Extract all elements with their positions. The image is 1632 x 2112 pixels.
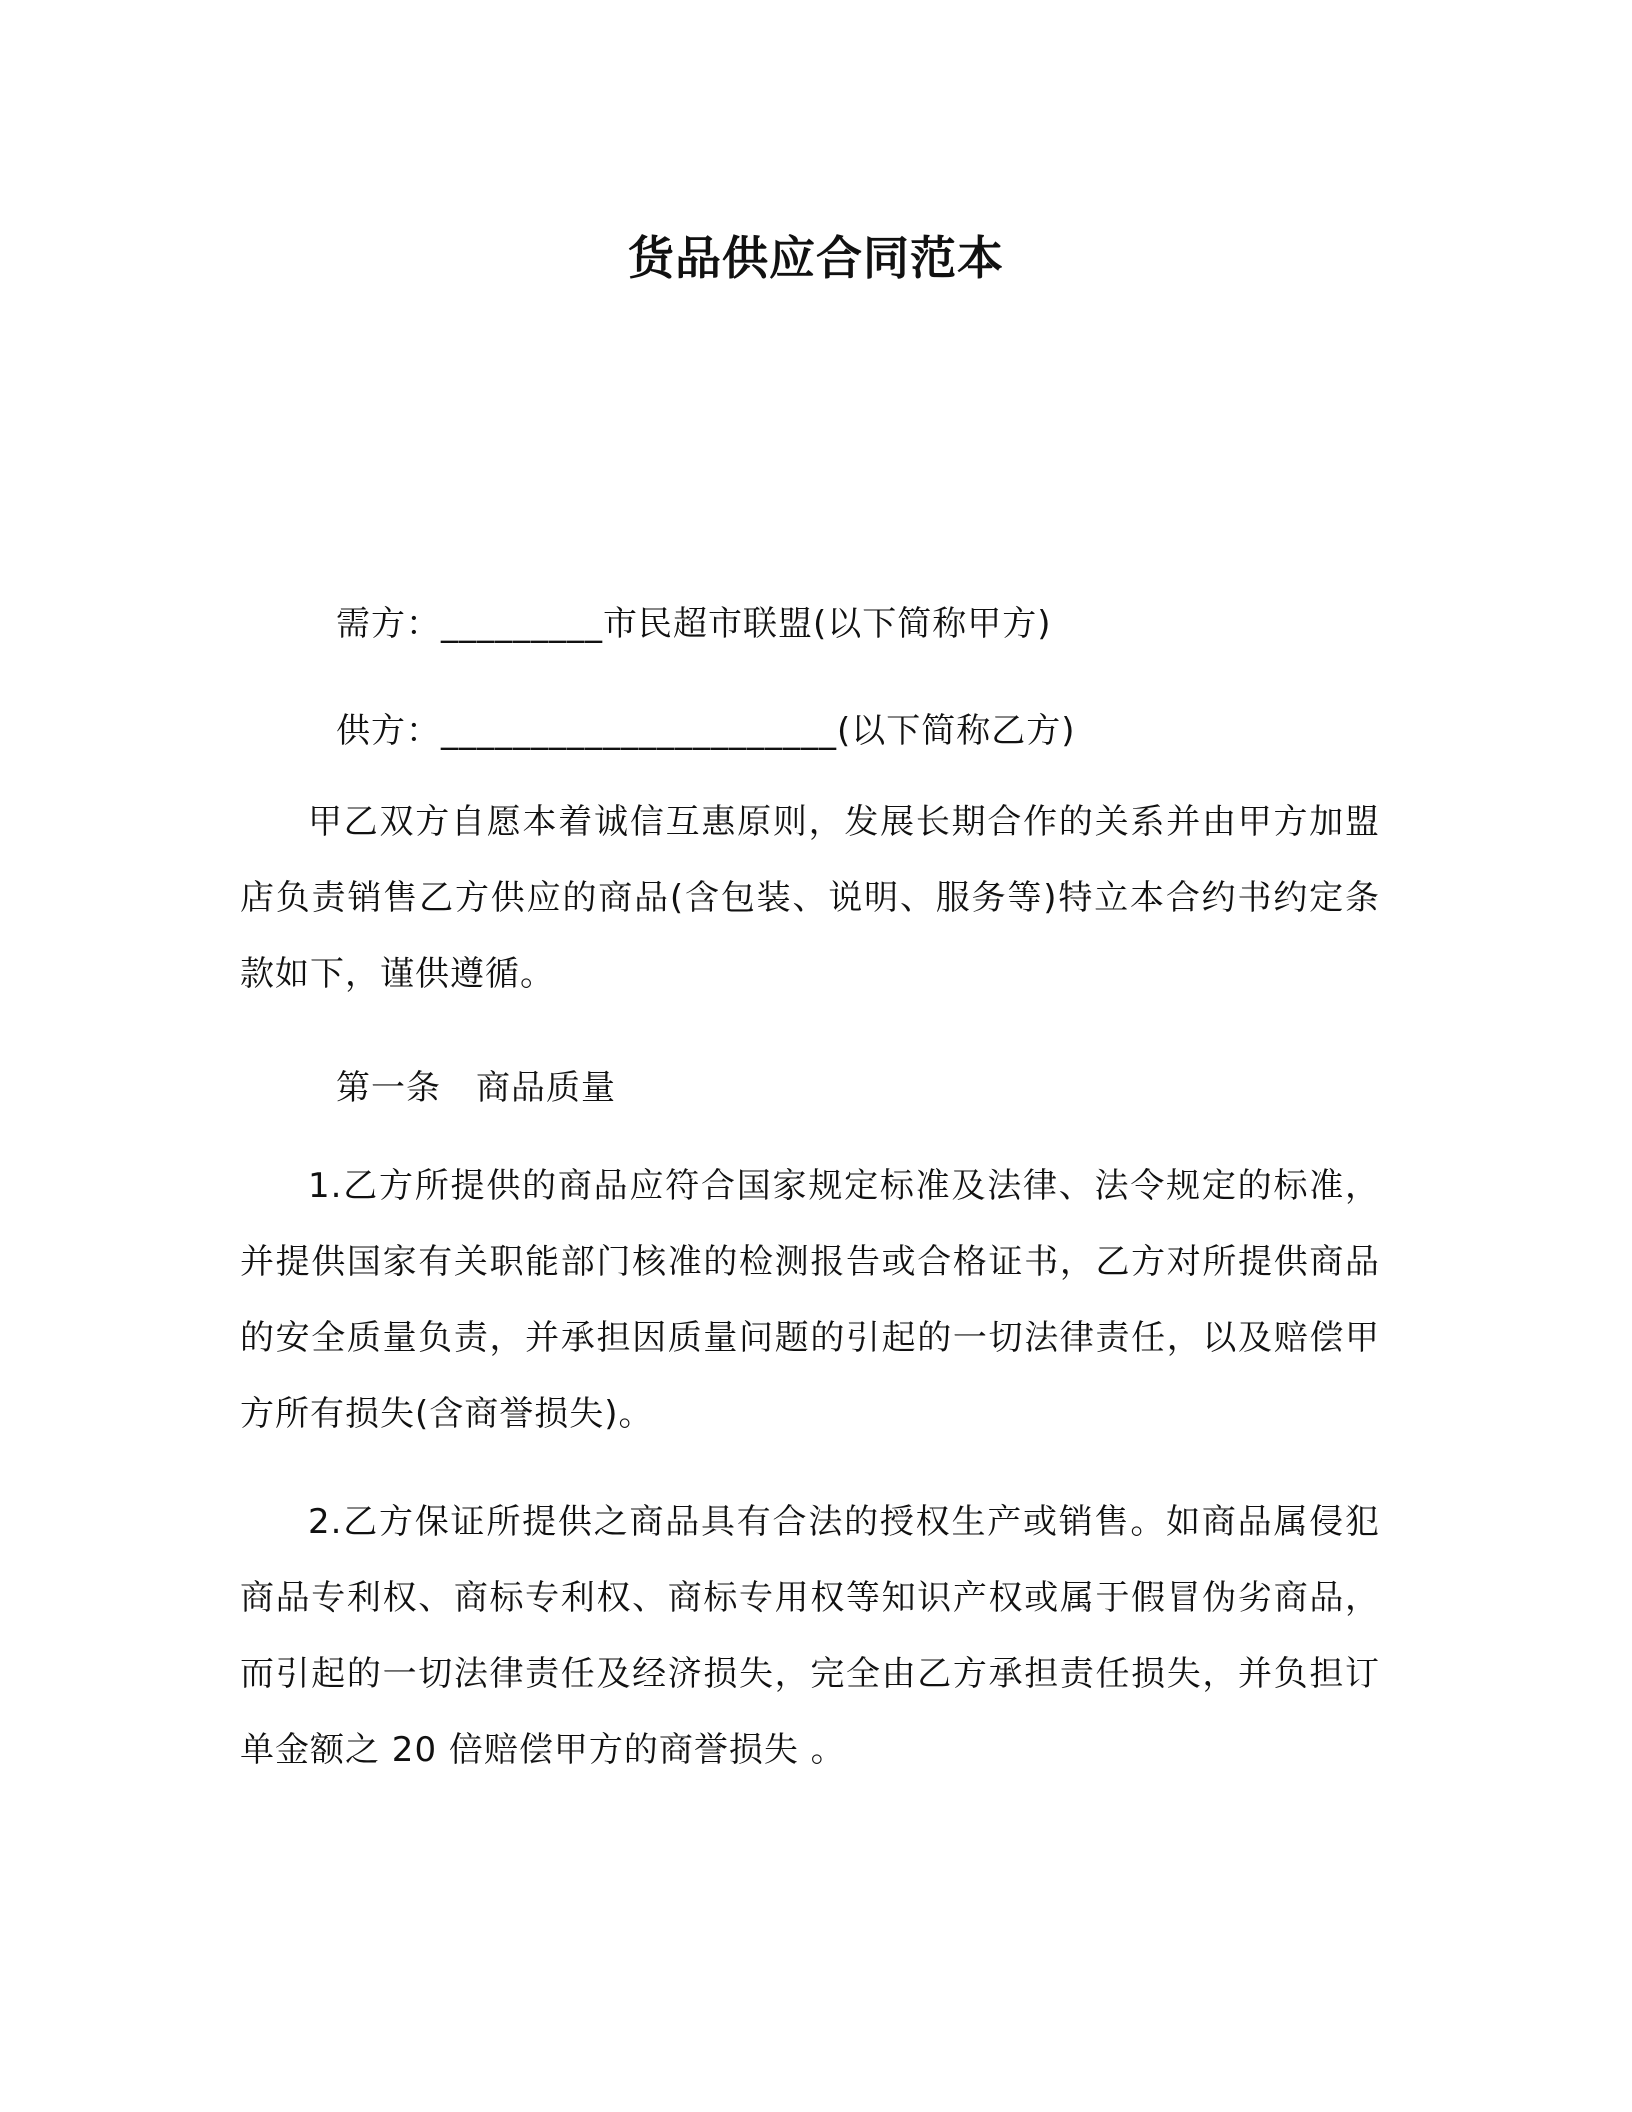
article-1-item-1: 1.乙方所提供的商品应符合国家规定标准及法律、法令规定的标准，并提供国家有关职能部门核准的检测报告或合格证书，乙方对所提供商品的安全质量负责，并承担因质量问题的引起的一切法律责任，以及赔偿甲方所有损失(含商誉损失)。	[240, 1166, 1380, 1434]
document-title: 货品供应合同范本	[628, 231, 1004, 285]
intro-paragraph: 甲乙双方自愿本着诚信互惠原则，发展长期合作的关系并由甲方加盟店负责销售乙方供应的商品(含包装、说明、服务等)特立本合约书约定条款如下，谨供遵循。	[240, 802, 1380, 994]
demand-party-line: 需方：_________市民超市联盟(以下简称甲方)	[336, 604, 1052, 644]
intro-block	[240, 784, 1380, 1012]
article-1-heading: 第一条 商品质量	[336, 1068, 616, 1108]
article-1-item-2: 2.乙方保证所提供之商品具有合法的授权生产或销售。如商品属侵犯商品专利权、商标专利权、商标专用权等知识产权或属于假冒伪劣商品，而引起的一切法律责任及经济损失，完全由乙方承担责任损失，并负担订单金额之 20 倍赔偿甲方的商誉损失 。	[240, 1502, 1380, 1770]
article-1-item-2-block	[240, 1484, 1380, 1788]
supply-party-line: 供方：______________________(以下简称乙方)	[336, 711, 1076, 751]
article-1-item-1-block	[240, 1148, 1380, 1452]
